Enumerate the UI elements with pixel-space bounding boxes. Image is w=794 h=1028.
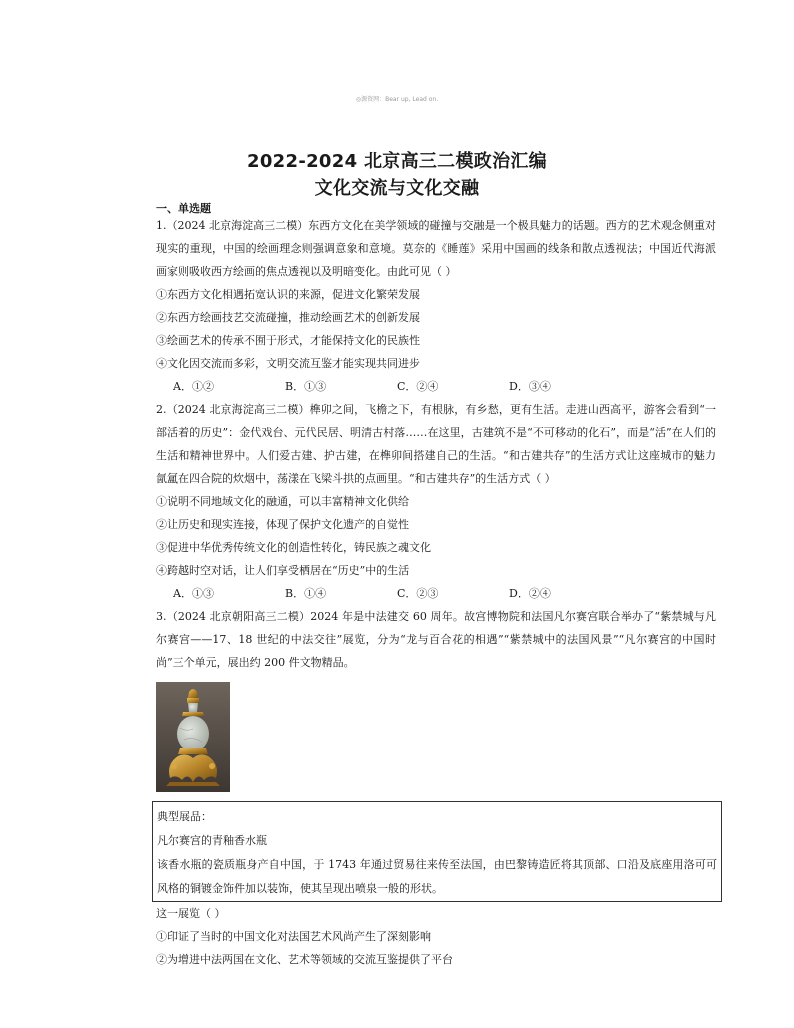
question-3-stem: 3.（2024 北京朝阳高三二模）2024 年是中法建交 60 周年。故宫博物院和法国凡尔赛宫联合举办了“紫禁城与凡尔赛宫——17、18 世纪的中法交往”展览，分为“龙与百合花的相遇”“紫禁城中的法国风景”“凡尔赛宫的中国时尚”三个单元，展出约 200 件文物精品。 [156,610,716,669]
question-2-option: ③促进中华优秀传统文化的创造性转化，铸民族之魂文化 [156,541,431,554]
answer-a: A．①② [173,380,214,393]
answer-b: B．①④ [285,587,327,600]
document-subtitle: 文化交流与文化交融 [314,178,480,199]
answer-a: A．①③ [173,587,214,600]
question-2-option: ④跨越时空对话，让人们享受栖居在“历史”中的生活 [156,564,410,577]
answer-d: D．③④ [509,380,551,393]
question-1-stem: 1.（2024 北京海淀高三二模）东西方文化在美学领域的碰撞与交融是一个极具魅力的话题。西方的艺术观念侧重对现实的重现，中国的绘画理念则强调意象和意境。莫奈的《睡莲》采用中国画的线条和散点透视法；中国近代海派画家则吸收西方绘画的焦点透视以及明暗变化。由此可见（ ） [156,219,716,278]
question-1-option: ②东西方绘画技艺交流碰撞，推动绘画艺术的创新发展 [156,311,420,324]
section-heading: 一、单选题 [156,202,211,215]
question-2 [156,398,716,605]
exhibit-name: 凡尔赛宫的青釉香水瓶 [157,834,267,847]
exhibit-description: 该香水瓶的瓷质瓶身产自中国，于 1743 年通过贸易往来传至法国，由巴黎铸造匠将其顶部、口沿及底座用洛可可风格的铜镀金饰件加以装饰，使其呈现出喷泉一般的形状。 [157,858,717,895]
question-1-option: ④文化因交流而多彩，文明交流互鉴才能实现共同进步 [156,357,420,370]
answer-c: C．②③ [397,587,439,600]
answer-b: B．①③ [285,380,327,393]
question-2-stem: 2.（2024 北京海淀高三二模）榫卯之间，飞檐之下，有根脉，有乡愁，更有生活。走进山西高平，游客会看到“一部活着的历史”：金代戏台、元代民居、明清古村落……在这里，古建筑不是“不可移动的化石”，而是“活”在人们的生活和精神世界中。人们爱古建、护古建，在榫卯间搭建自己的生活。“和古建共存”的生活方式让这座城市的魅力氤氲在四合院的炊烟中，荡漾在飞梁斗拱的点画里。“和古建共存”的生活方式（ ） [156,403,716,485]
question-3-option: ②为增进中法两国在文化、艺术等领域的交流互鉴提供了平台 [156,953,453,966]
question-list [156,214,716,971]
question-1 [156,214,716,398]
question-1-answers [156,375,716,398]
exhibit-heading: 典型展品： [157,810,212,823]
perfume-bottle-photo [156,682,230,792]
question-1-option: ③绘画艺术的传承不囿于形式，才能保持文化的民族性 [156,334,420,347]
page-header: ◎源资网：Bear up, Lead on. [355,96,439,103]
question-3-prompt: 这一展览（ ） [156,907,226,920]
exhibit-box [152,801,722,902]
document-title: 2022-2024 北京高三二模政治汇编 [247,151,547,172]
answer-d: D．②④ [509,587,551,600]
question-3-option: ①印证了当时的中国文化对法国艺术风尚产生了深刻影响 [156,930,431,943]
question-1-option: ①东西方文化相遇拓宽认识的来源，促进文化繁荣发展 [156,288,420,301]
question-3 [156,605,716,971]
question-2-option: ①说明不同地域文化的融通，可以丰富精神文化供给 [156,495,409,508]
question-2-answers [156,582,716,605]
question-2-option: ②让历史和现实连接，体现了保护文化遗产的自觉性 [156,518,409,531]
answer-c: C．②④ [397,380,439,393]
